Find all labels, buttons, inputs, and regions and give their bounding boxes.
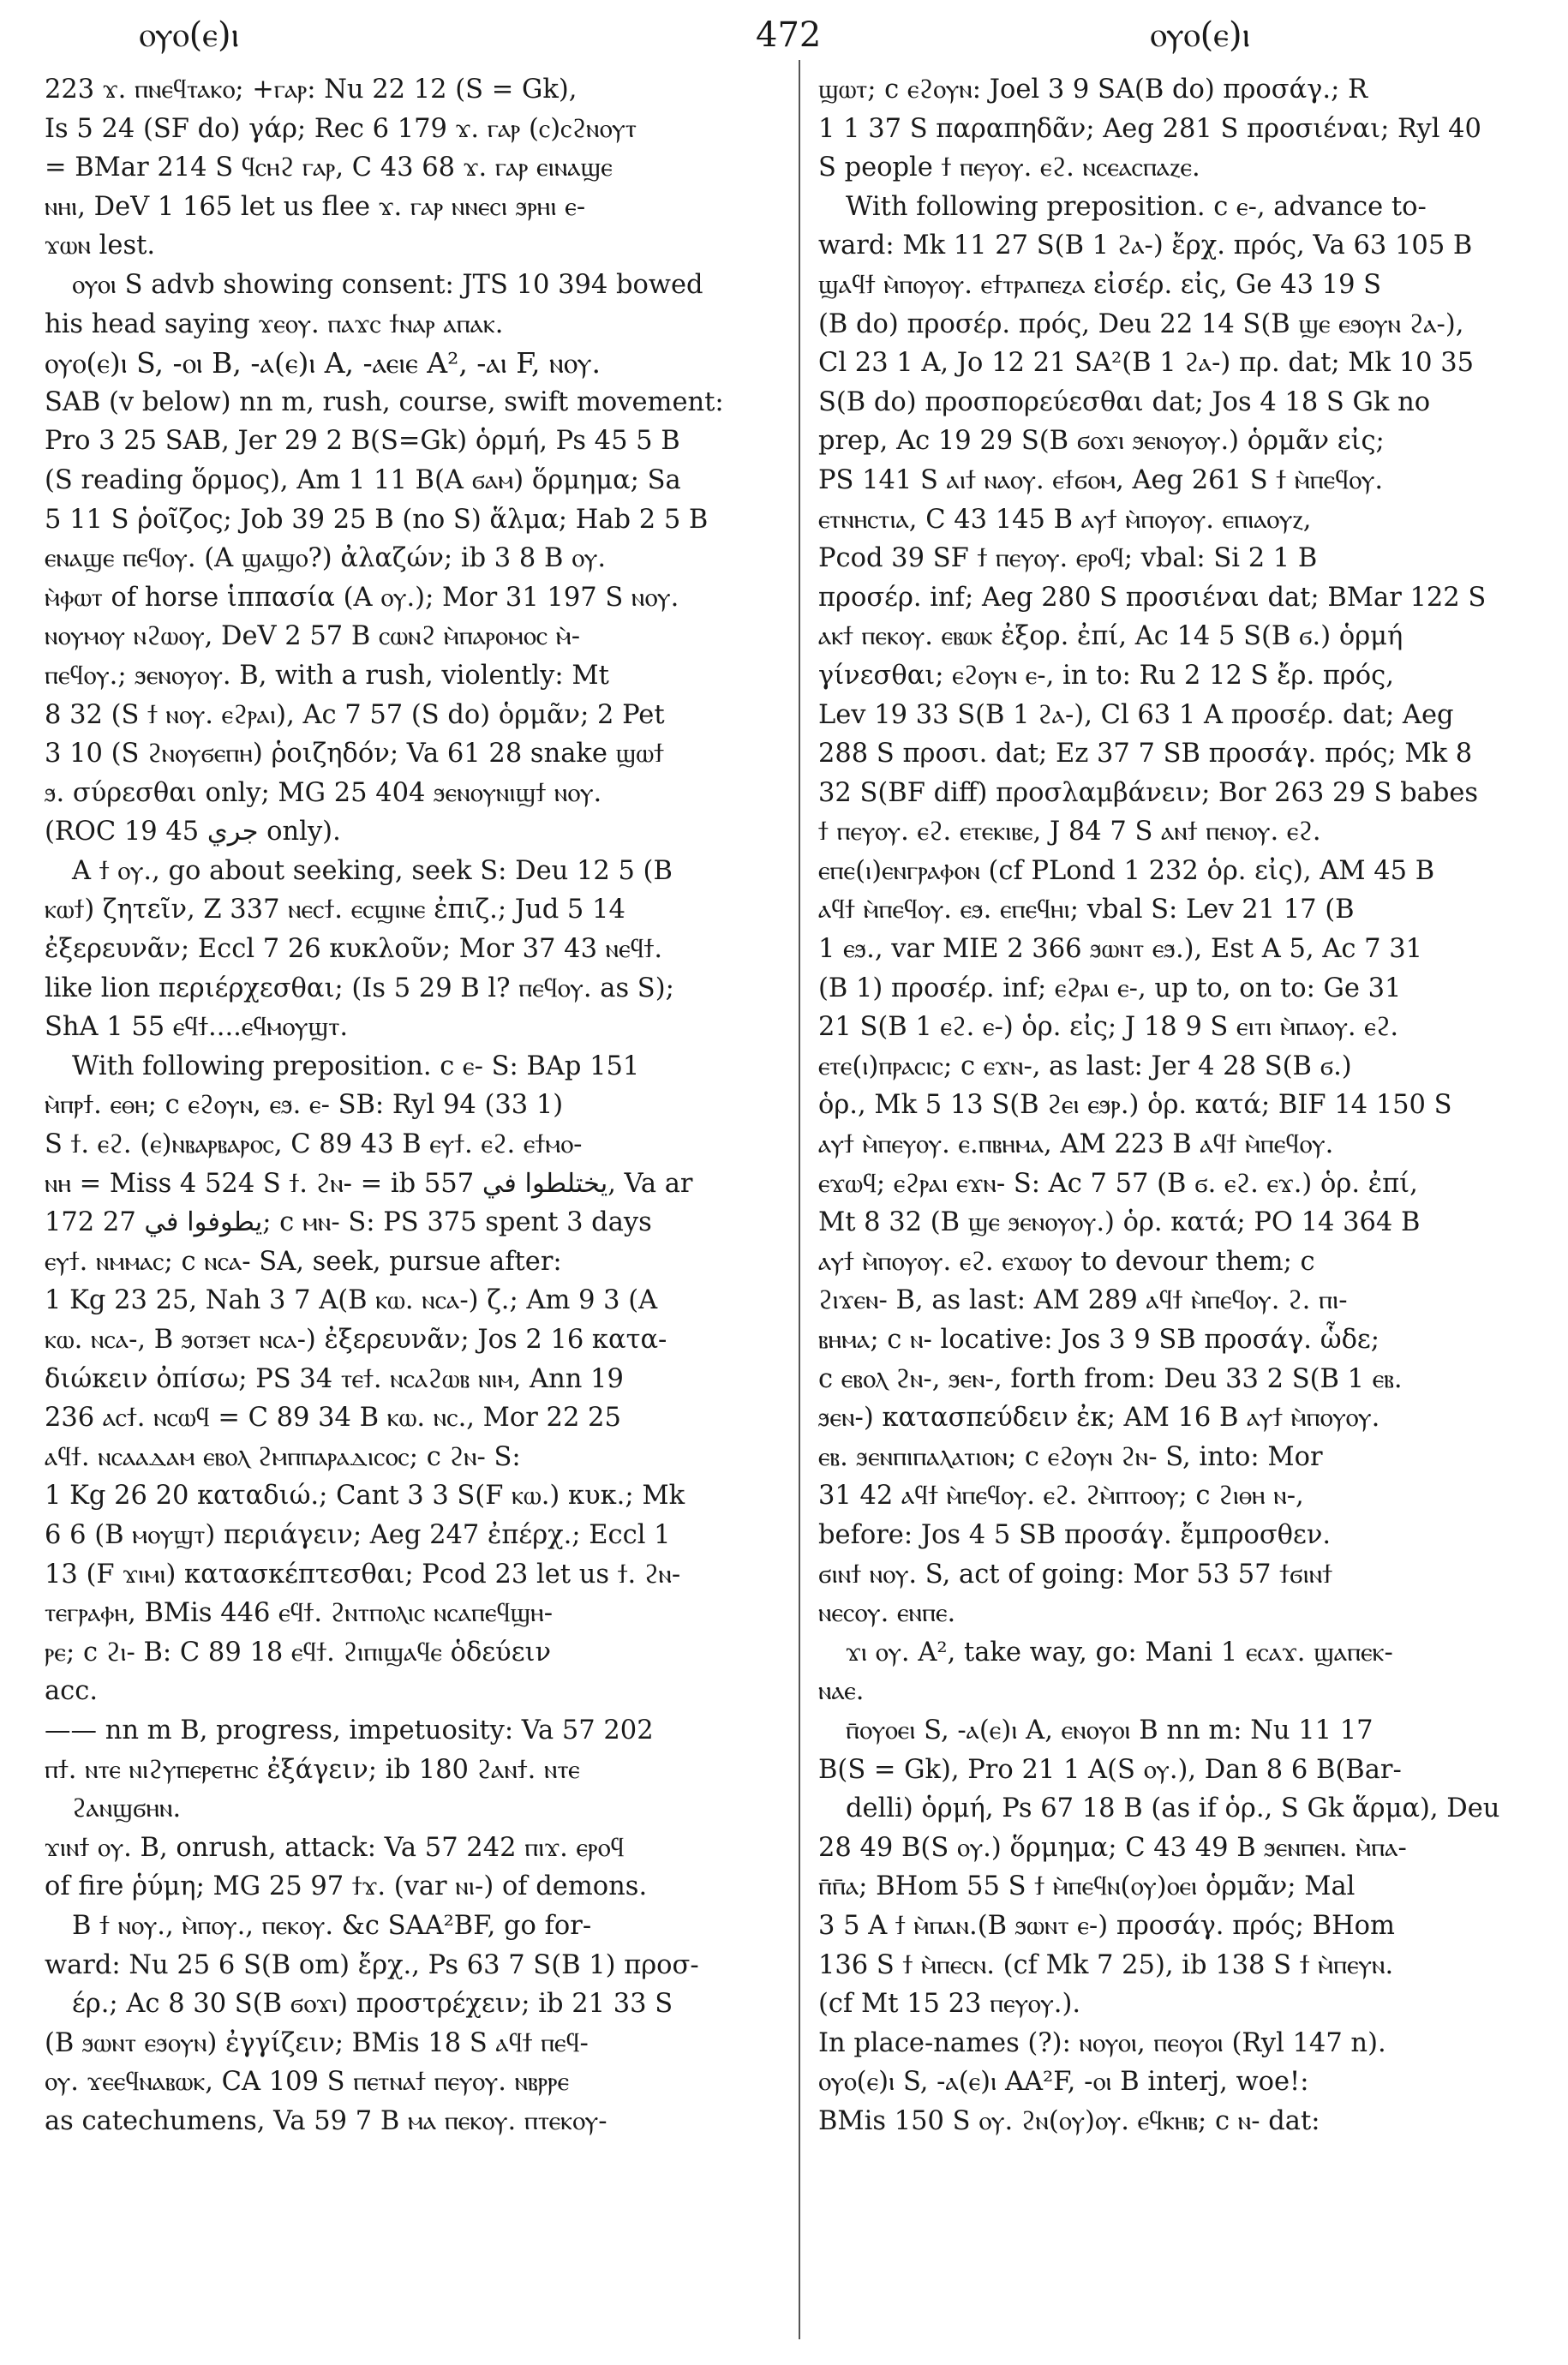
text-line: ϫⲱⲛ lest. <box>45 231 156 261</box>
column-divider <box>799 60 800 2339</box>
text-line: ϧ. σύρεσθαι only; MG 25 404 ϧⲉⲛⲟⲩⲛⲓϣϯ ⲛⲟⲩ. <box>45 777 602 808</box>
text-line: Mt 8 32 (B ϣⲉ ϧⲉⲛⲟⲩⲟⲩ.) ὁρ. κατά; PO 14 364 B <box>818 1207 1421 1238</box>
text-line: ward: Nu 25 6 S(B om) ἔρχ., Ps 63 7 S(B 1) προσ- <box>45 1949 699 1980</box>
text-line: ϭⲓⲛϯ ⲛⲟⲩ. S, act of going: Mor 53 57 ϯϭⲓⲛϯ <box>818 1559 1332 1590</box>
text-line: ⲟⲩⲟ(ⲉ)ⲓ S, -ⲁ(ⲉ)ⲓ AA²F, -ⲟⲓ B interj, woe!: <box>818 2067 1309 2098</box>
text-line: ⲕⲱ. ⲛⲥⲁ-, B ϧⲟⲧϧⲉⲧ ⲛⲥⲁ-) ἐξερευνᾶν; Jos 2 16 κατα- <box>45 1325 667 1355</box>
text-line: Lev 19 33 S(B 1 ϩⲁ-), Cl 63 1 A προσέρ. dat; Aeg <box>818 699 1454 730</box>
text-line: BMis 150 S ⲟⲩ. ϩⲛ(ⲟⲩ)ⲟⲩ. ⲉϥⲕⲏⲃ; c ⲛ- dat: <box>818 2105 1320 2136</box>
text-line: c ⲉⲃⲟⲗ ϩⲛ-, ϧⲉⲛ-, forth from: Deu 33 2 S(B 1 ⲉⲃ. <box>818 1363 1403 1394</box>
text-line: ϣⲁϥϯ ⲙ̀ⲡⲟⲩⲟⲩ. ⲉϯⲧⲣⲁⲡⲉⲍⲁ εἰσέρ. εἰς, Ge 43 19 S <box>818 269 1382 300</box>
text-line: B(S = Gk), Pro 21 1 A(S ⲟⲩ.), Dan 8 6 B(Bar- <box>818 1754 1402 1785</box>
text-line: ShA 1 55 ⲉϥϯ....ⲉϥⲙⲟⲩϣⲧ. <box>45 1012 349 1043</box>
right-column <box>818 70 1555 2140</box>
text-line: 223 ϫ. ⲡⲛⲉϥⲧⲁⲕⲟ; +ⲅⲁⲣ: Nu 22 12 (S = Gk), <box>45 75 578 105</box>
text-line: = BMar 214 S ϥⲥⲏϩ ⲅⲁⲣ, C 43 68 ϫ. ⲅⲁⲣ ⲉⲓⲛⲁϣⲉ <box>45 153 613 183</box>
text-line: (S reading ὅρμος), Am 1 11 B(A ϭⲁⲙ) ὅρμημα; Sa <box>45 464 681 495</box>
text-line: ⲙ̀ⲫⲱⲧ of horse ἱππασία (A ⲟⲩ.); Mor 31 197 S ⲛⲟⲩ. <box>45 582 679 613</box>
text-line: ⲟⲩⲟⲓ S advb showing consent: JTS 10 394 bowed <box>72 269 703 300</box>
text-line: 32 S(BF diff) προσλαμβάνειν; Bor 263 29 S babes <box>818 777 1479 808</box>
left-running-headword: ⲟⲩⲟ(ⲉ)ⲓ <box>139 15 240 55</box>
text-line: Pcod 39 SF ϯ ⲡⲉⲩⲟⲩ. ⲉⲣⲟϥ; vbal: Si 2 1 B <box>818 543 1318 574</box>
text-line: 1 1 37 S παραπηδᾶν; Aeg 281 S προσιέναι; Ryl 40 <box>818 113 1481 144</box>
text-line: (cf Mt 15 23 ⲡⲉⲩⲟⲩ.). <box>818 1989 1081 2020</box>
text-line: (B 1) προσέρ. inf; ⲉϩⲣⲁⲓ ⲉ-, up to, on to: Ge 31 <box>818 973 1402 1003</box>
text-line: ⲛⲟⲩⲙⲟⲩ ⲛϩⲱⲟⲩ, DeV 2 57 B ⲥⲱⲛϩ ⲙ̀ⲡⲁⲣⲟⲙⲟⲥ ⲙ̀- <box>45 621 581 652</box>
text-line: With following preposition. c ⲉ-, advance to- <box>846 191 1427 222</box>
text-line: S ϯ. ⲉϩ. (ⲉ)ⲛⲃⲁⲣⲃⲁⲣⲟⲥ, C 89 43 B ⲉⲩϯ. ⲉϩ. ⲉϯⲙⲟ- <box>45 1129 583 1160</box>
text-line: ⲁⲩϯ ⲙ̀ⲡⲟⲩⲟⲩ. ⲉϩ. ⲉϫⲱⲟⲩ to devour them; c <box>818 1246 1315 1277</box>
text-line: ⲙ̀ⲡⲣϯ. ⲉⲑⲏ; c ⲉϩⲟⲩⲛ, ⲉϧ. ⲉ- SB: Ryl 94 (33 1) <box>45 1090 564 1121</box>
text-line: ⲟⲩⲟ(ⲉ)ⲓ S, -ⲟⲓ B, -ⲁ(ⲉ)ⲓ A, -ⲁⲉⲓⲉ A², -ⲁⲓ F, ⲛⲟⲩ. <box>45 346 601 380</box>
text-line: ϣⲱⲧ; c ⲉϩⲟⲩⲛ: Joel 3 9 SA(B do) προσάγ.; R <box>818 75 1368 105</box>
text-line: ⲁϥϯ ⲙ̀ⲡⲉϥⲟⲩ. ⲉϧ. ⲉⲡⲉϥⲏⲓ; vbal S: Lev 21 17 (B <box>818 895 1355 925</box>
text-line: prep, Ac 19 29 S(B ϭⲟϫⲓ ϧⲉⲛⲟⲩⲟⲩ.) ὁρμᾶν εἰς; <box>818 426 1385 457</box>
text-line: ⲡ̄ⲟⲩⲟⲉⲓ S, -ⲁ(ⲉ)ⲓ A, ⲉⲛⲟⲩⲟⲓ B nn m: Nu 11 17 <box>846 1715 1373 1745</box>
text-line: ⲉⲛⲁϣⲉ ⲡⲉϥⲟⲩ. (A ϣⲁϣⲟ?) ἀλαζών; ib 3 8 B ⲟⲩ. <box>45 543 607 574</box>
text-line: ϫⲓⲛϯ ⲟⲩ. B, onrush, attack: Va 57 242 ⲡⲓϫ. ⲉⲣⲟϥ <box>45 1832 625 1863</box>
text-line: ⲉⲩϯ. ⲛⲙⲙⲁⲥ; c ⲛⲥⲁ- SA, seek, pursue after: <box>45 1246 562 1277</box>
left-column <box>45 70 781 2140</box>
text-line: διώκειν ὀπίσω; PS 34 ⲧⲉϯ. ⲛⲥⲁϩⲱⲃ ⲛⲓⲙ, Ann 19 <box>45 1363 624 1394</box>
text-line: SAB (v below) nn m, rush, course, swift movement: <box>45 386 724 417</box>
text-line: 288 S προσι. dat; Ez 37 7 SB προσάγ. πρός; Mk 8 <box>818 739 1473 769</box>
text-line: (B do) προσέρ. πρός, Deu 22 14 S(B ϣⲉ ⲉϧⲟⲩⲛ ϩⲁ-), <box>818 308 1464 339</box>
text-line: as catechumens, Va 59 7 B ⲙⲁ ⲡⲉⲕⲟⲩ. ⲡⲧⲉⲕⲟⲩ- <box>45 2105 607 2136</box>
text-line: ⲉⲃ. ϧⲉⲛⲡⲓⲡⲁⲗⲁⲧⲓⲟⲛ; c ⲉϩⲟⲩⲛ ϩⲛ- S, into: Mor <box>818 1441 1323 1472</box>
text-line: —— nn m B, progress, impetuosity: Va 57 202 <box>45 1715 654 1745</box>
text-line: With following preposition. c ⲉ- S: BAp 151 <box>72 1051 640 1081</box>
text-line: ⲟⲩ. ϫⲉⲉϥⲛⲁⲃⲱⲕ, CA 109 S ⲡⲉⲧⲛⲁϯ ⲡⲉⲩⲟⲩ. ⲛⲃⲣⲣⲉ <box>45 2067 570 2098</box>
text-line: προσέρ. inf; Aeg 280 S προσιέναι dat; BMar 122 S <box>818 582 1487 613</box>
text-line: before: Jos 4 5 SB προσάγ. ἔμπροσθεν. <box>818 1519 1332 1550</box>
text-line: ϯ ⲡⲉⲩⲟⲩ. ⲉϩ. ⲉⲧⲉⲕⲓⲃⲉ, J 84 7 S ⲁⲛϯ ⲡⲉⲛⲟⲩ. ⲉϩ. <box>818 817 1321 847</box>
text-line: ⲁϥϯ. ⲛⲥⲁⲁⲇⲁⲙ ⲉⲃⲟⲗ ϩⲙⲡⲡⲁⲣⲁⲇⲓⲥⲟⲥ; c ϩⲛ- S: <box>45 1441 521 1472</box>
text-line: of fire ῥύμη; MG 25 97 ϯϫ. (var ⲛⲓ-) of demons. <box>45 1871 648 1902</box>
right-running-headword: ⲟⲩⲟ(ⲉ)ⲓ <box>1150 15 1251 55</box>
text-line: 21 S(B 1 ⲉϩ. ⲉ-) ὁρ. εἰς; J 18 9 S ⲉⲓⲧⲓ ⲙ̀ⲡⲁⲟⲩ. ⲉϩ. <box>818 1012 1399 1043</box>
text-line: ἐξερευνᾶν; Eccl 7 26 κυκλοῦν; Mor 37 43 ⲛⲉϥϯ. <box>45 934 663 965</box>
text-line: ὁρ., Mk 5 13 S(B ϩⲉⲓ ⲉϧⲣ.) ὁρ. κατά; BIF 14 150 S <box>818 1090 1452 1121</box>
text-line: ⲡ̄ⲡ̄ⲁ; BHom 55 S ϯ ⲙ̀ⲡⲉϥⲛ(ⲟⲩ)ⲟⲉⲓ ὁρμᾶν; Mal <box>818 1871 1356 1902</box>
text-line: Pro 3 25 SAB, Jer 29 2 B(S=Gk) ὁρμή, Ps 45 5 B <box>45 426 680 457</box>
text-line: έρ.; Ac 8 30 S(B ϭⲟϫⲓ) προστρέχειν; ib 21 33 S <box>72 1989 673 2020</box>
text-line: ϩⲓϫⲉⲛ- B, as last: AM 289 ⲁϥϯ ⲙ̀ⲡⲉϥⲟⲩ. ϩ. ⲡⲓ- <box>818 1285 1348 1316</box>
text-line: 172 27 يطوفوا في; c ⲙⲛ- S: PS 375 spent 3 days <box>45 1207 652 1238</box>
text-line: ϫⲓ ⲟⲩ. A², take way, go: Mani 1 ⲉⲥⲁϫ. ϣⲁⲡⲉⲕ- <box>846 1637 1393 1667</box>
text-line: 6 6 (B ⲙⲟⲩϣⲧ) περιάγειν; Aeg 247 ἐπέρχ.; Eccl 1 <box>45 1519 671 1550</box>
text-line: ⲣⲉ; c ϩⲓ- B: C 89 18 ⲉϥϯ. ϩⲓⲡⲓϣⲁϥⲉ ὁδεύειν <box>45 1637 552 1667</box>
text-line: 31 42 ⲁϥϯ ⲙ̀ⲡⲉϥⲟⲩ. ⲉϩ. ϩⲙ̀ⲡⲧⲟⲟⲩ; c ϩⲓⲑⲏ ⲛ-, <box>818 1481 1304 1512</box>
text-line: ⲡⲉϥⲟⲩ.; ϧⲉⲛⲟⲩⲟⲩ. B, with a rush, violently: Mt <box>45 660 609 691</box>
text-line: 1 ⲉϧ., var MIE 2 366 ϧⲱⲛⲧ ⲉϧ.), Est A 5, Ac 7 31 <box>818 934 1423 965</box>
text-line: PS 141 S ⲁⲓϯ ⲛⲁⲟⲩ. ⲉϯϭⲟⲙ, Aeg 261 S ϯ ⲙ̀ⲡⲉϥⲟⲩ. <box>818 464 1384 495</box>
text-line: ⲉⲡⲉ(ⲓ)ⲉⲛⲅⲣⲁⲫⲟⲛ (cf PLond 1 232 ὁρ. εἰς), AM 45 B <box>818 855 1435 886</box>
text-line: ϧⲉⲛ-) κατασπεύδειν ἐκ; AM 16 B ⲁⲩϯ ⲙ̀ⲡⲟⲩⲟⲩ. <box>818 1403 1380 1434</box>
page-number: 472 <box>756 15 822 55</box>
text-line: ⲛⲁⲉ. <box>818 1676 865 1707</box>
text-line: ⲛⲏⲓ, DeV 1 165 let us flee ϫ. ⲅⲁⲣ ⲛⲛⲉⲥⲓ ϧⲣⲏⲓ ⲉ- <box>45 191 586 222</box>
text-line: S people ϯ ⲡⲉⲩⲟⲩ. ⲉϩ. ⲛⲥⲉⲁⲥⲡⲁⲍⲉ. <box>818 153 1200 183</box>
text-line: 8 32 (S ϯ ⲛⲟⲩ. ⲉϩⲣⲁⲓ), Ac 7 57 (S do) ὁρμᾶν; 2 Pet <box>45 699 665 730</box>
text-line: S(B do) προσπορεύεσθαι dat; Jos 4 18 S Gk no <box>818 386 1431 417</box>
text-line: ⲧⲉⲅⲣⲁⲫⲏ, BMis 446 ⲉϥϯ. ϩⲛⲧⲡⲟⲗⲓⲥ ⲛⲥⲁⲡⲉϥϣⲏ- <box>45 1598 554 1629</box>
text-line: (B ϧⲱⲛⲧ ⲉϧⲟⲩⲛ) ἐγγίζειν; BMis 18 S ⲁϥϯ ⲡⲉϥ- <box>45 2027 589 2058</box>
text-line: ward: Mk 11 27 S(B 1 ϩⲁ-) ἔρχ. πρός, Va 63 105 B <box>818 231 1473 261</box>
text-line: Is 5 24 (SF do) γάρ; Rec 6 179 ϫ. ⲅⲁⲣ (ⲥ)ⲥϩⲛⲟⲩⲧ <box>45 113 637 144</box>
text-line: ⲁⲕϯ ⲡⲉⲕⲟⲩ. ⲉⲃⲱⲕ ἐξορ. ἐπί, Ac 14 5 S(B ϭ.) ὁρμή <box>818 621 1403 652</box>
text-line: ⲕⲱϯ) ζητεῖν, Z 337 ⲛⲉⲥϯ. ⲉⲥϣⲓⲛⲉ ἐπιζ.; Jud 5 14 <box>45 895 625 925</box>
text-line: ⲛⲏ = Miss 4 524 S ϯ. ϩⲛ- = ib 557 يختلطوا في, Va ar <box>45 1168 693 1199</box>
text-line: In place-names (?): ⲛⲟⲩⲟⲓ, ⲡⲉⲟⲩⲟⲓ (Ryl 147 n). <box>818 2027 1386 2058</box>
text-line: γίνεσθαι; ⲉϩⲟⲩⲛ ⲉ-, in to: Ru 2 12 S ἔρ. πρός, <box>818 660 1394 691</box>
text-line: A ϯ ⲟⲩ., go about seeking, seek S: Deu 12 5 (B <box>72 855 673 886</box>
text-line: ⲃⲏⲙⲁ; c ⲛ- locative: Jos 3 9 SB προσάγ. ὧδε; <box>818 1325 1380 1355</box>
page-header <box>45 15 1535 67</box>
text-line: 1 Kg 26 20 καταδιώ.; Cant 3 3 S(F ⲕⲱ.) κυκ.; Mk <box>45 1481 685 1512</box>
text-line: acc. <box>45 1676 99 1707</box>
text-line: 1 Kg 23 25, Nah 3 7 A(B ⲕⲱ. ⲛⲥⲁ-) ζ.; Am 9 3 (A <box>45 1285 658 1316</box>
text-line: 13 (F ϫⲓⲙⲓ) κατασκέπτεσθαι; Pcod 23 let us ϯ. ϩⲛ- <box>45 1559 681 1590</box>
text-line: like lion περιέρχεσθαι; (Is 5 29 B l? ⲡⲉϥⲟⲩ. as S); <box>45 973 674 1003</box>
text-line: (ROC 19 45 ﺟﺮﻱ only). <box>45 817 341 847</box>
text-line: 5 11 S ῥοῖζος; Job 39 25 B (no S) ἅλμα; Hab 2 5 B <box>45 504 709 535</box>
text-line: ⲛⲉⲥⲟⲩ. ⲉⲛⲡⲉ. <box>818 1598 956 1629</box>
text-line: ϩⲁⲛϣϭⲏⲛ. <box>72 1793 182 1824</box>
text-line: 136 S ϯ ⲙ̀ⲡⲉⲥⲛ. (cf Mk 7 25), ib 138 S ϯ ⲙ̀ⲡⲉⲩⲛ. <box>818 1949 1394 1980</box>
text-line: 3 5 A ϯ ⲙ̀ⲡⲁⲛ.(B ϧⲱⲛⲧ ⲉ-) προσάγ. πρός; BHom <box>818 1910 1395 1941</box>
text-line: B ϯ ⲛⲟⲩ., ⲙ̀ⲡⲟⲩ., ⲡⲉⲕⲟⲩ. &c SAA²BF, go for- <box>72 1910 592 1941</box>
text-line: ⲁⲩϯ ⲙ̀ⲡⲉⲩⲟⲩ. ⲉ.ⲡⲃⲏⲙⲁ, AM 223 B ⲁϥϯ ⲙ̀ⲡⲉϥⲟⲩ. <box>818 1129 1334 1160</box>
text-line: Cl 23 1 A, Jo 12 21 SA²(B 1 ϩⲁ-) πρ. dat; Mk 10 35 <box>818 348 1475 379</box>
text-line: his head saying ϫⲉⲟⲩ. ⲡⲁϫⲥ ϯⲛⲁⲣ ⲁⲡⲁⲕ. <box>45 308 504 339</box>
text-line: ⲡϯ. ⲛⲧⲉ ⲛⲓϩⲩⲡⲉⲣⲉⲧⲏⲥ ἐξάγειν; ib 180 ϩⲁⲛϯ. ⲛⲧⲉ <box>45 1754 580 1785</box>
text-line: 3 10 (S ϩⲛⲟⲩϭⲉⲡⲏ) ῥοιζηδόν; Va 61 28 snake ϣⲱϯ <box>45 739 664 769</box>
text-line: ⲉⲧⲛⲏⲥⲧⲓⲁ, C 43 145 B ⲁⲩϯ ⲙ̀ⲡⲟⲩⲟⲩ. ⲉⲡⲓⲁⲟⲩⲍ, <box>818 504 1312 535</box>
text-line: delli) ὁρμή, Ps 67 18 B (as if ὁρ., S Gk ἅρμα), Deu <box>846 1793 1500 1824</box>
text-line: 28 49 B(S ⲟⲩ.) ὅρμημα; C 43 49 B ϧⲉⲛⲡⲉⲛ. ⲙ̀ⲡⲁ- <box>818 1832 1407 1863</box>
text-line: ⲉϫⲱϥ; ⲉϩⲣⲁⲓ ⲉϫⲛ- S: Ac 7 57 (B ϭ. ⲉϩ. ⲉϫ.) ὁρ. ἐπί, <box>818 1168 1418 1199</box>
text-line: ⲉⲧⲉ(ⲓ)ⲡⲣⲁⲥⲓⲥ; c ⲉϫⲛ-, as last: Jer 4 28 S(B ϭ.) <box>818 1051 1352 1081</box>
text-line: 236 ⲁⲥϯ. ⲛⲥⲱϥ = C 89 34 B ⲕⲱ. ⲛⲥ., Mor 22 25 <box>45 1403 621 1434</box>
